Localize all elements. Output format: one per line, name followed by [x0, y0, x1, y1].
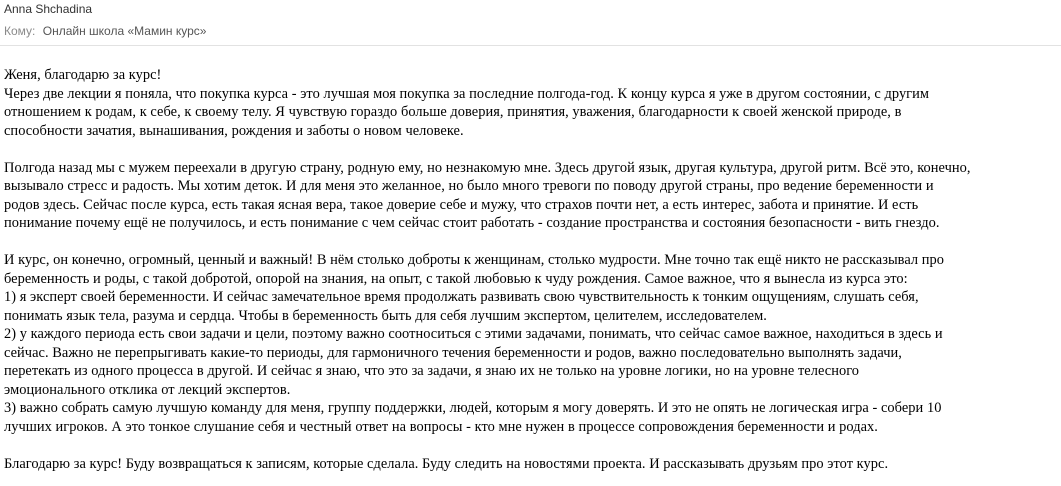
body-line: способности зачатия, вынашивания, рождения и заботы о новом человеке. — [4, 122, 464, 139]
body-line: 3) важно собрать самую лучшую команду для меня, группу поддержки, людей, которым я могу доверять. И это не опять не логическая игра - собери 10 — [4, 400, 942, 416]
body-line: перетекать из одного процесса в другой. И сейчас я знаю, что это за задачи, я знаю их не только на уровне логики, но на уровне телесного — [4, 363, 860, 379]
body-line: 2) у каждого периода есть свои задачи и цели, поэтому важно соотноситься с этими задачами, понимать, что сейчас самое важное, находиться в здесь и — [4, 326, 943, 342]
blank-line — [4, 436, 1060, 455]
body-line: понимать язык тела, разума и сердца. Чтобы в беременность быть для себя лучшим экспертом, целителем, исследователем. — [4, 307, 767, 324]
header-divider — [0, 45, 1061, 46]
blank-line — [4, 233, 1060, 252]
recipient-row — [4, 23, 206, 39]
blank-line — [4, 140, 1060, 159]
body-line: лучших игроков. А это тонкое слушание себя и честный ответ на вопросы - кто мне нужен в процессе сопровождения беременности и родах. — [4, 418, 878, 435]
body-line: Благодарю за курс! Буду возвращаться к записям, которые сделала. Буду следить на новостями проекта. И рассказывать друзьям про этот курс. — [4, 455, 889, 472]
body-line: родов здесь. Сейчас после курса, есть такая ясная вера, такое доверие себе и мужу, что страхов почти нет, а есть интерес, забота и принятие. И есть — [4, 196, 919, 213]
body-line: вызывало стресс и радость. Мы хотим деток. И для меня это желанное, но было много тревоги по поводу другой страны, про ведение беременности и — [4, 178, 934, 194]
body-line: беременность и роды, с такой добротой, опорой на знания, на опыт, с такой любовью к чуду рождения. Самое важное, что я вынесла из курса это: — [4, 270, 908, 287]
body-line: понимание почему ещё не получилось, и есть понимание с чем сейчас стоит работать - создание пространства и состояния безопасности - вить гнездо. — [4, 215, 940, 231]
body-line: Полгода назад мы с мужем переехали в другую страну, родную ему, но незнакомую мне. Здесь другой язык, другая культура, другой ритм. Всё это, конечно, — [4, 159, 971, 176]
body-line: сейчас. Важно не перепрыгивать какие-то периоды, для гармоничного течения беременности и родов, важно последовательно выполнять задачи, — [4, 344, 902, 361]
body-line: И курс, он конечно, огромный, ценный и важный! В нём столько доброты к женщинам, столько мудрости. Мне точно так ещё никто не рассказывал про — [4, 252, 945, 268]
body-line: эмоционального отклика от лекций экспертов. — [4, 381, 291, 398]
to-label: Кому: — [4, 24, 36, 38]
body-line: отношением к родам, к себе, к своему телу. Я чувствую гораздо больше доверия, принятия, уважения, благодарности к своей женской природе, в — [4, 104, 902, 120]
recipient-name[interactable]: Онлайн школа «Мамин курс» — [42, 24, 207, 38]
email-header — [0, 0, 1061, 46]
body-line: Женя, благодарю за курс! — [4, 67, 162, 83]
email-body — [4, 66, 1060, 473]
body-line: Через две лекции я поняла, что покупка курса - это лучшая моя покупка за последние полгода-год. К концу курса я уже в другом состоянии, с другим — [4, 85, 930, 102]
sender-name[interactable]: Anna Shchadina — [4, 2, 93, 16]
body-line: 1) я эксперт своей беременности. И сейчас замечательное время продолжать развивать свою чувствительность к тонким ощущениям, слушать себя, — [4, 289, 919, 305]
